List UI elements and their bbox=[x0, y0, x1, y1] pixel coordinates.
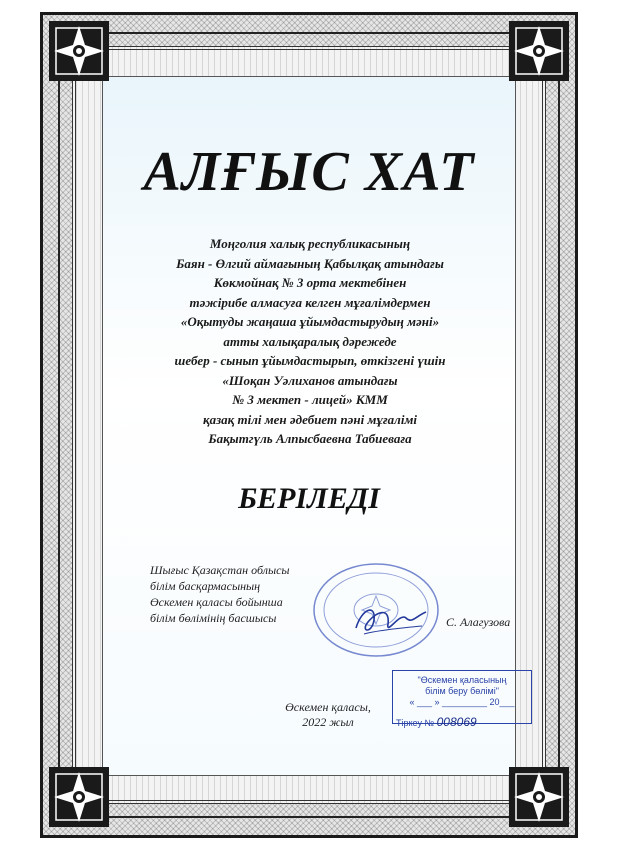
corner-ornament-bottom-left bbox=[48, 766, 110, 828]
corner-ornament-bottom-right bbox=[508, 766, 570, 828]
stamp-date-line: « ___ » _________ 20___ bbox=[409, 697, 515, 707]
body-line: Баян - Өлгий аймағының Қабылқақ атындағы bbox=[176, 255, 444, 271]
stamp-reg-number: 008069 bbox=[436, 715, 477, 729]
stamp-line: "Өскемен қаласының bbox=[417, 675, 507, 685]
signature bbox=[350, 598, 430, 642]
corner-ornament-top-right bbox=[508, 20, 570, 82]
body-line: Көкмойнақ № 3 орта мектебінен bbox=[213, 275, 407, 290]
issuer-line: Өскемен қаласы бойынша bbox=[150, 595, 283, 609]
signer-name: С. Алагузова bbox=[446, 615, 511, 629]
recipient-name: Бақытгүль Алпысбаевна Табиеваға bbox=[208, 431, 412, 446]
body-line: «Оқытуды жаңаша ұйымдастырудың мәні» bbox=[180, 314, 440, 329]
body-line: № 3 мектеп - лицей» КММ bbox=[232, 392, 388, 407]
issuer-line: білім басқармасының bbox=[150, 579, 261, 593]
body-line: «Шоқан Уәлиханов атындағы bbox=[222, 372, 398, 388]
corner-ornament-top-left bbox=[48, 20, 110, 82]
body-line: қазақ тілі мен әдебиет пәні мұғалімі bbox=[203, 411, 417, 427]
awarded-heading: БЕРІЛЕДІ bbox=[238, 482, 380, 515]
place-date bbox=[268, 700, 388, 730]
body-line: тәжірибе алмасуға келген мұғалімдермен bbox=[189, 294, 431, 310]
certificate-body bbox=[120, 234, 500, 449]
body-line: Моңголия халық республикасының bbox=[209, 236, 411, 251]
year: 2022 жыл bbox=[302, 715, 354, 729]
issuer-line: білім бөлімінің басшысы bbox=[150, 611, 277, 625]
stamp-reg-label: Тіркеу № bbox=[396, 718, 435, 728]
certificate-title: АЛҒЫС ХАТ bbox=[143, 141, 475, 203]
body-line: атты халықаралық дәрежеде bbox=[223, 333, 397, 349]
issuer-line: Шығыс Қазақстан облысы bbox=[150, 563, 290, 577]
stamp-registration bbox=[396, 715, 477, 729]
stamp-line: білім беру бөлімі" bbox=[425, 686, 499, 696]
body-line: шебер - сынып ұйымдастырып, өткізгені үшін bbox=[174, 353, 446, 368]
place: Өскемен қаласы, bbox=[285, 700, 371, 714]
